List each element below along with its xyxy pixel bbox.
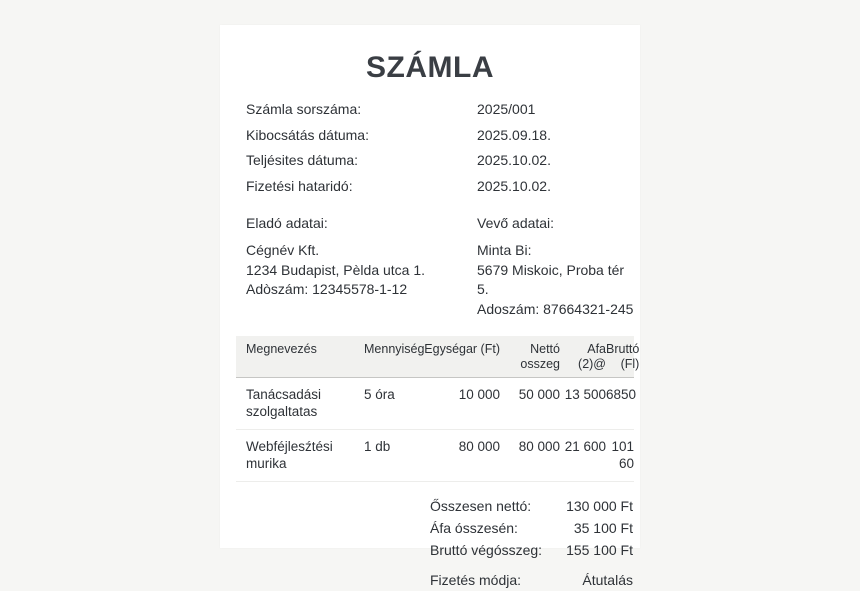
item-vat: 13 500 xyxy=(564,387,606,402)
item-gross: 6850 xyxy=(606,387,637,402)
buyer-address: 5679 Miskoic, Proba tér 5. xyxy=(477,261,625,297)
total-net-label: Ősszesen nettó: xyxy=(430,498,532,514)
payment-method-row xyxy=(246,569,634,591)
column-header-description: Megnevezés xyxy=(246,342,317,356)
column-header-vat: Afa (2)@ xyxy=(578,342,606,371)
meta-label: Teljésites dátuma: xyxy=(246,152,359,168)
meta-label: Fizetési hataridó: xyxy=(246,177,353,194)
invoice-meta xyxy=(246,97,634,199)
meta-value: 2025.10.02. xyxy=(477,152,551,168)
total-gross-row xyxy=(246,539,634,561)
buyer-name: Minta Bi: xyxy=(477,242,532,258)
column-header-quantity: Mennyiség xyxy=(364,342,425,356)
invoice-card xyxy=(220,25,640,588)
buyer-tax-number: Adoszám: 87664321-245 xyxy=(477,300,634,317)
item-name: Webféjlesźtési murika xyxy=(246,439,333,471)
meta-label: Számla sorszáma: xyxy=(246,101,362,117)
seller-name: Cégnév Kft. xyxy=(246,242,320,258)
meta-value: 2025.09.18. xyxy=(477,126,551,143)
column-header-gross: Bruttó (Fl) xyxy=(606,342,640,371)
invoice-title: SZÁMLA xyxy=(366,51,494,84)
payment-method-value: Átutalás xyxy=(582,572,633,588)
totals-section xyxy=(246,495,634,561)
item-quantity: 1 db xyxy=(364,439,391,454)
payment-method-label: Fizetés módja: xyxy=(430,572,522,588)
total-vat-label: Áfa ósszesén: xyxy=(430,520,518,536)
table-row xyxy=(236,430,634,482)
item-unit-price: 80 000 xyxy=(458,439,500,454)
seller-tax-number: Adòszám: 12345578-1-12 xyxy=(246,281,408,297)
meta-row-issue-date xyxy=(246,123,634,149)
column-header-net: Nettó osszeg xyxy=(520,342,560,371)
total-gross-value: 155 100 Ft xyxy=(566,542,633,558)
item-vat: 21 600 xyxy=(564,439,606,454)
buyer-heading: Vevő adatai: xyxy=(477,215,555,231)
meta-value: 2025/001 xyxy=(477,101,536,117)
parties-section xyxy=(246,213,634,319)
column-header-unit-price: Egységar (Ft) xyxy=(424,342,500,356)
item-net: 80 000 xyxy=(518,439,560,454)
meta-row-invoice-number xyxy=(246,97,634,123)
buyer-details xyxy=(477,213,634,319)
meta-row-due-date xyxy=(246,174,634,200)
seller-details xyxy=(246,213,477,319)
item-unit-price: 10 000 xyxy=(458,387,500,402)
total-net-value: 130 000 Ft xyxy=(566,498,633,514)
seller-heading: Eladó adatai: xyxy=(246,215,328,231)
total-vat-row xyxy=(246,517,634,539)
meta-value: 2025.10.02. xyxy=(477,177,551,194)
item-quantity: 5 óra xyxy=(364,387,395,402)
item-net: 50 000 xyxy=(518,387,560,402)
line-items-table xyxy=(236,336,640,482)
total-gross-label: Bruttó végósszeg: xyxy=(430,542,543,558)
item-name: Tanácsadási szolgaltatas xyxy=(246,387,322,419)
table-row xyxy=(236,378,637,430)
seller-address: 1234 Budapist, Pèlda utca 1. xyxy=(246,261,426,278)
total-net-row xyxy=(246,495,634,517)
total-vat-value: 35 100 Ft xyxy=(573,520,633,536)
meta-label: Kibocsátás dátuma: xyxy=(246,126,369,143)
table-header-row xyxy=(236,336,640,378)
item-gross: 101 60 xyxy=(611,439,634,471)
meta-row-fulfillment-date xyxy=(246,148,634,174)
